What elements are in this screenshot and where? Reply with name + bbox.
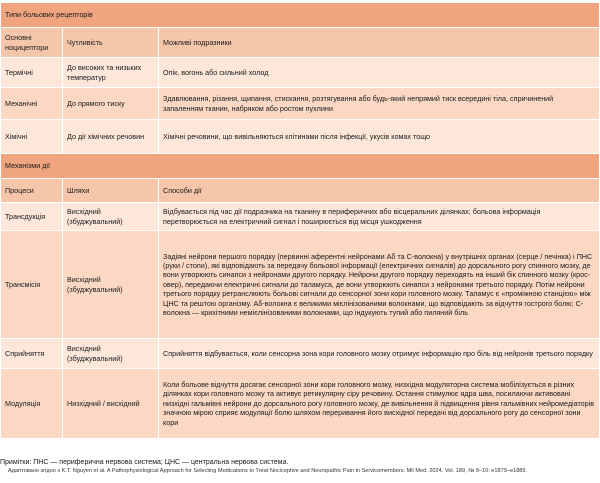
process-mode: Задіяні нейрони першого порядку (первинні аферентні нейронами Aδ та C-волокна) у внутрішніх органах (серце / печінка) і ПНС (руки / стопи), які відповідають за передачу больової інформації (електричних сигналів) до дорсального рогу спинного мозку, де вони утворюють синапси з нейронами другого порядку. Нейрони другого порядку переходять на інший бік спинного мозку (крос-овер), передаючи електричні сигнали до таламуса, де вони утворюють синапси з нейронами третього порядку. Потім нейрони третього порядку ретранслюють больові сигнали до сенсорної зони кори головного мозку. Таламус є «проміжною станцією» між ЦНС та рештою організму. Aδ-волокна є великими мієлінізованими волокнами, що відповідають за відчуття гострого болю; C-волокна — крихітними немієлінізованими волокнами, що індукують тупий або пиляний біль [159,231,600,339]
source-citation: Адаптовано згідно з K.T. Nguyen et al. A Pathophysiological Approach for Selecting Medications to Treat Nociceptive and Neuropathic Pain in Servicemembers. Mil Med. 2024. Vol. 189, № 9–10: e1879–e1889. [8,468,528,474]
process-path: Висхідний (збуджувальний) [63,339,159,369]
column-header: Можливі подразники [159,28,600,58]
header-row [1,28,600,58]
table-row [1,369,600,439]
column-header: Основні ноцицептори [1,28,63,58]
process-name: Трансмісія [1,231,63,339]
mechanisms-title: Механізми дії [1,154,600,179]
table-row [1,58,600,88]
process-name: Сприйняття [1,339,63,369]
receptor-type: Хімічні [1,120,63,154]
column-header: Способи дії [159,179,600,203]
table-row [1,203,600,231]
table-row [1,88,600,120]
process-mode: Коли больове відчуття досягає сенсорної зони кори головного мозку, низхідна модуляторна система мобілізується в різних ділянках кори головного мозку та активує ретикулярну сіру речовину. Остання стимулює ядра шва, посилаючи активовані низхідні гальмівні нейрони до дорсального рогу головного мозку, де вивільнення й підвищення рівня гальмівних нейромедіаторів значною мірою сприяє модуляції болю шляхом переривання його висхідної передачі від дорсального рогу до сенсорної зони кори [159,369,600,439]
receptor-stimuli: Здавлювання, різання, щипання, стискання, розтягування або будь-який непрямий тиск всередині тіла, спричинений запаленням тканин, набряком або ростом пухлини [159,88,600,120]
process-name: Трансдукція [1,203,63,231]
column-header: Процеси [1,179,63,203]
notes-block [0,458,600,475]
receptor-sensitivity: До високих та низьких температур [63,58,159,88]
table-row [1,339,600,369]
receptor-type: Термічні [1,58,63,88]
section-title-row [1,154,600,179]
table-row [1,231,600,339]
section-title-row [1,3,600,28]
receptor-type: Механічні [1,88,63,120]
receptor-stimuli: Хімічні речовини, що вивільняються клітинами після інфекції, укусів комах тощо [159,120,600,154]
column-header: Чутливість [63,28,159,58]
process-path: Низхідний / висхідний [63,369,159,439]
receptor-stimuli: Опік, вогонь або сильний холод [159,58,600,88]
process-mode: Сприйняття відбувається, коли сенсорна зона кори головного мозку отримує інформацію про біль від нейронів третього порядку [159,339,600,369]
column-header: Шляхи [63,179,159,203]
footnote: Примітки: ПНС — периферична нервова система; ЦНС — центральна нервова система. [0,459,289,466]
process-path: Висхідний (збуджувальний) [63,203,159,231]
process-path: Висхідний (збуджувальний) [63,231,159,339]
header-row [1,179,600,203]
receptor-sensitivity: До дії хімічних речовин [63,120,159,154]
pain-receptors-table [0,2,600,439]
receptors-title: Типи больових рецепторів [1,3,600,28]
process-name: Модуляція [1,369,63,439]
table-row [1,120,600,154]
process-mode: Відбувається під час дії подразника на тканину в периферичних або вісцеральних ділянках; больова інформація перетворюється на електричний сигнал і поширюється від місця ушкодження [159,203,600,231]
receptor-sensitivity: До прямого тиску [63,88,159,120]
